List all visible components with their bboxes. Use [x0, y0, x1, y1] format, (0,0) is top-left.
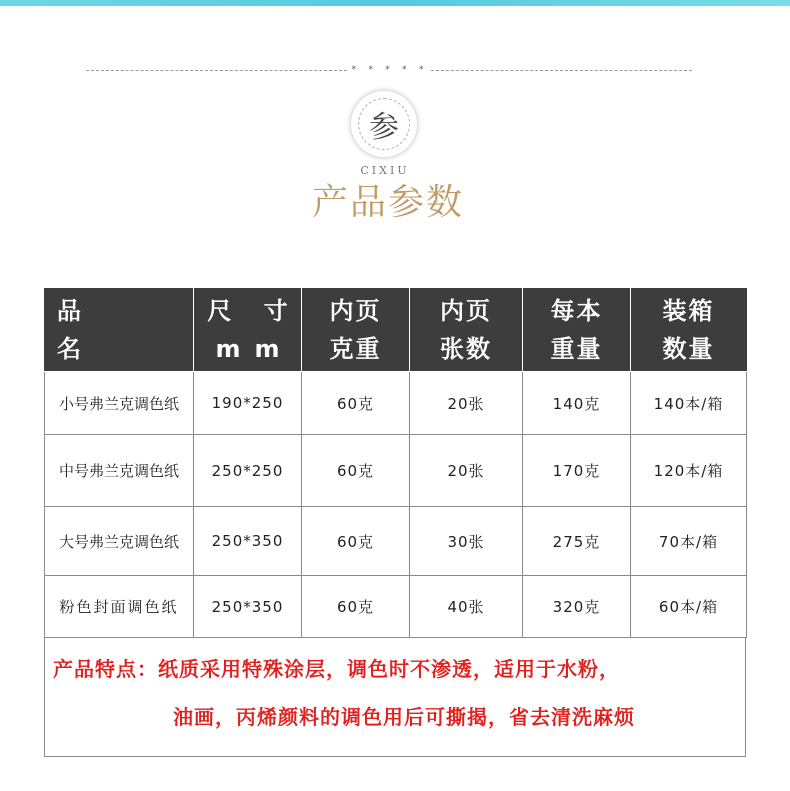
product-feature-box	[44, 637, 746, 757]
table-row	[45, 507, 747, 576]
header-weight-line1: 每本	[550, 297, 603, 325]
header-product-name	[45, 289, 194, 372]
table-row	[45, 576, 747, 638]
cell-weight: 275克	[523, 507, 631, 576]
cell-carton: 60本/箱	[631, 576, 747, 638]
header-weight	[523, 289, 631, 372]
cell-sheets: 30张	[410, 507, 523, 576]
cell-gsm: 60克	[302, 372, 410, 435]
header-sheets	[410, 289, 523, 372]
badge-character: 参	[358, 98, 410, 150]
cell-product-name: 小号弗兰克调色纸	[45, 372, 194, 435]
top-accent-bar	[0, 0, 790, 6]
table-row	[45, 372, 747, 435]
header-carton-line2: 数量	[662, 335, 715, 363]
cell-size: 250*250	[194, 435, 302, 507]
header-gsm-line1: 内页	[329, 297, 382, 325]
divider-dash-right	[431, 70, 692, 71]
header-size-unit: mm	[215, 335, 294, 363]
cell-size: 250*350	[194, 576, 302, 638]
cell-sheets: 20张	[410, 372, 523, 435]
cell-carton: 70本/箱	[631, 507, 747, 576]
divider-dash-left	[86, 70, 347, 71]
header-gsm	[302, 289, 410, 372]
cell-size: 250*350	[194, 507, 302, 576]
cell-weight: 320克	[523, 576, 631, 638]
page-title: 产品参数	[311, 182, 464, 223]
divider-stars: * * * * *	[351, 65, 427, 75]
cell-sheets: 40张	[410, 576, 523, 638]
cell-product-name: 粉色封面调色纸	[45, 576, 194, 638]
star-divider	[86, 64, 692, 76]
header-product-name-label: 品 名	[57, 297, 161, 363]
header-weight-line2: 重量	[550, 335, 603, 363]
cell-product-name: 大号弗兰克调色纸	[45, 507, 194, 576]
header-carton	[631, 289, 747, 372]
header-carton-line1: 装箱	[662, 297, 715, 325]
cell-gsm: 60克	[302, 576, 410, 638]
header-gsm-line2: 克重	[329, 335, 382, 363]
header-size-label: 尺 寸	[207, 297, 300, 325]
header-sheets-line2: 张数	[440, 335, 492, 363]
feature-text-line2: 油画，丙烯颜料的调色用后可撕揭，省去清洗麻烦	[173, 705, 635, 729]
table-row	[45, 435, 747, 507]
cell-weight: 170克	[523, 435, 631, 507]
cell-carton: 120本/箱	[631, 435, 747, 507]
section-badge	[351, 91, 417, 157]
cell-carton: 140本/箱	[631, 372, 747, 435]
table-header-row	[45, 289, 747, 372]
cell-weight: 140克	[523, 372, 631, 435]
feature-text-line1: 产品特点：纸质采用特殊涂层，调色时不渗透，适用于水粉，	[53, 657, 620, 681]
product-parameter-table	[44, 288, 747, 638]
cell-size: 190*250	[194, 372, 302, 435]
cell-gsm: 60克	[302, 507, 410, 576]
cell-sheets: 20张	[410, 435, 523, 507]
header-sheets-line1: 内页	[440, 297, 492, 325]
cell-product-name: 中号弗兰克调色纸	[45, 435, 194, 507]
cell-gsm: 60克	[302, 435, 410, 507]
header-size	[194, 289, 302, 372]
brand-pinyin: CIXIU	[360, 164, 410, 177]
